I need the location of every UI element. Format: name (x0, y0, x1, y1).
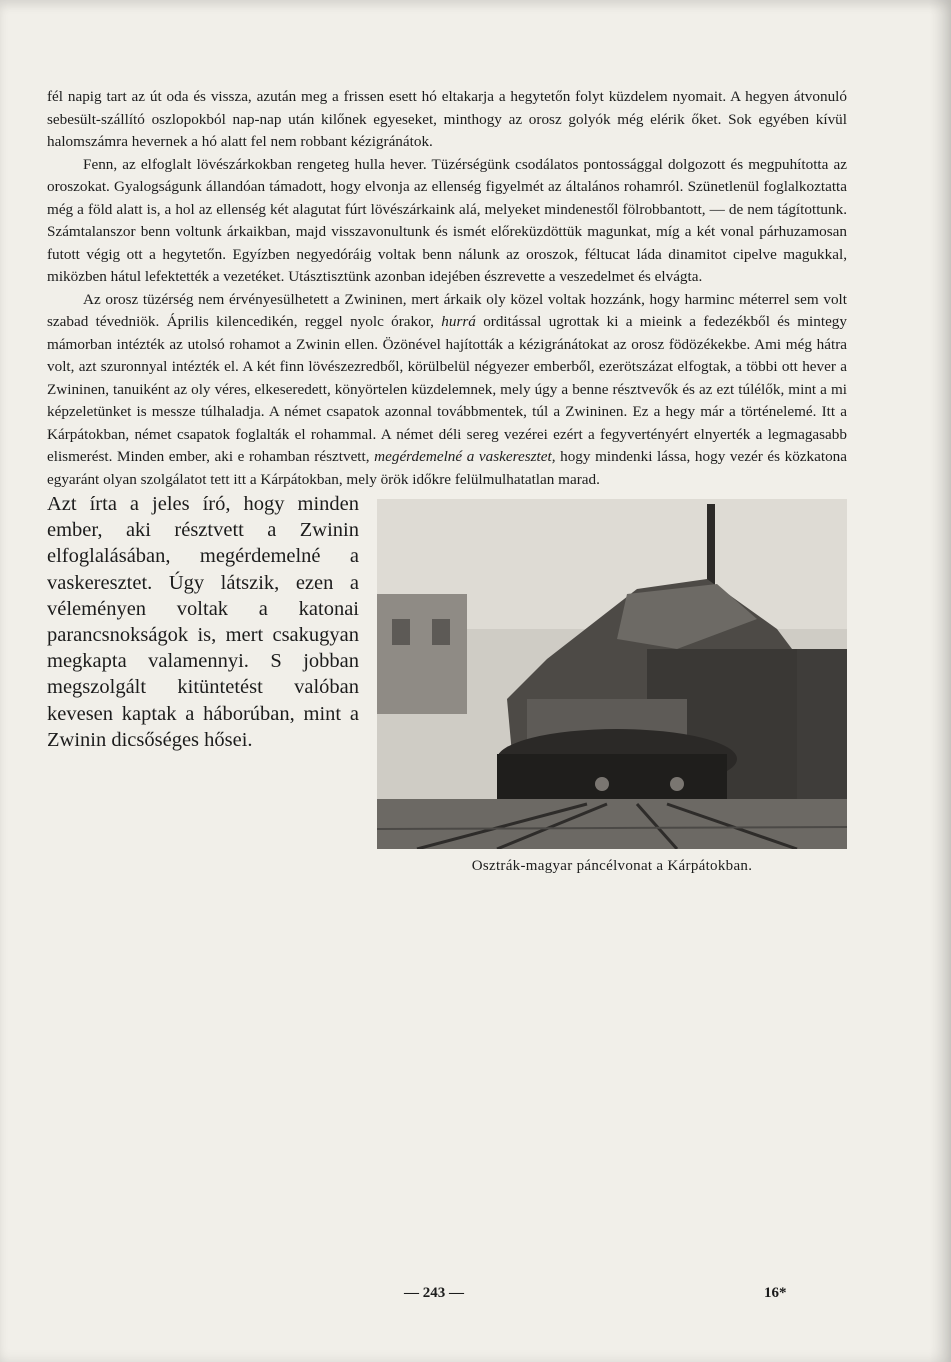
page-edge-shadow (929, 0, 951, 1362)
vaskereszt-phrase: megérdemelné a vaskeresztet, (374, 448, 556, 465)
paragraph-3 (47, 289, 847, 492)
hurra-word: hurrá (441, 313, 476, 330)
paragraph-1: fél napig tart az út oda és vissza, azután meg a frissen esett hó eltakarja a hegytetőn folyt küzdelem nyomait. A hegyen átvonuló sebesült-szállító oszlopokból nap-nap után kilőnek egyeseket, minthogy az orosz golyók még elérik őket. Sok egyében kívül halomszámra hevernek a hó alatt fel nem robbant kézigránátok. (47, 88, 847, 150)
paragraph-3-part-c: hogy mindenki lássa, hogy vezér és közkatona egyaránt olyan szolgálatot tett itt a Kárpátokban, mely örök időkre felülmulhatatlan marad. (47, 448, 848, 488)
armored-train-photo (377, 499, 847, 849)
article-body (47, 86, 847, 877)
paragraph-3-part-b: orditással ugrottak ki a mieink a fedezékből és mintegy mámorban intézték az utolsó rohamot a Zwinin ellen. Özönével hajították a kézigránátokat az orosz födözékekbe. Ami még hátra volt, azt szuronnyal intézték el. A két finn lövészezredből, körülbelül négyezer emberből, ezerötszázat elfogtak, a többi ott hever a Zwininen, tanuiként az oly véres, elkeseredett, könyörtelen küzdelemnek, mely úgy a benne résztvevők és az ezt túlélők, mint a mi képzeletünket is messze túlhaladja. A német csapatok azonnal továbbmentek, túl a Zwininen. Ez a hegy már a történelemé. Itt a Kárpátokban, német csapatok foglalták el rohammal. A német déli sereg vezérei ezért a fegyvertényért elnyerték a legmagasabb elismerést. Minden ember, aki e rohamban résztvett, (47, 313, 847, 465)
page-number: — 243 — (404, 1285, 464, 1301)
signature-mark: 16* (764, 1285, 787, 1301)
armored-train-icon (377, 499, 847, 849)
paragraph-2: Fenn, az elfoglalt lövészárkokban rengeteg hulla hever. Tüzérségünk csodálatos pontossággal dolgozott és megpuhította az oroszokat. Gyalogságunk állandóan támadott, hogy elvonja az ellenség figyelmét az általános rohamról. Szünetlenül foglalkoztatta még a föld alatt is, a hol az ellenség két alagutat fúrt lövészárkaink alá, melyeket mindenestől fölrobbantott, — de nem tágítottunk. Számtalanszor benn voltunk árkaikban, majd visszavonultunk és ismét előreküzdöttük magunkat, míg a két vonal párhuzamosan futott végig ott a hegytetőn. Egyízben negyedóráig voltak benn nálunk az oroszok, féltucat láda dinamitot cipelve magukkal, miközben hátul lefektették a vezetéket. Utásztisztünk azonban idejében észrevette a veszedelmet és elvágta. (47, 155, 847, 285)
paragraph-3-part-a: Az orosz tüzérség nem érvényesülhetett a Zwininen, mert árkaik oly közel voltak hozzánk, hogy harminc méterrel sem volt szabad tévedniök. Április kilencedikén, reggel nyolc órakor, (47, 290, 847, 330)
figure-caption: Osztrák-magyar páncélvonat a Kárpátokban. (471, 858, 753, 874)
paragraph-4: Azt írta a jeles író, hogy minden ember, aki résztvett a Zwinin elfoglalásában, megérdemelné a vaskeresztet. Úgy látszik, ezen a véleményen voltak a katonai parancsnokságok is, mert csakugyan megkapta valamennyi. S jobban megszolgált kitüntetést valóban kevesen kaptak a háborúban, mint a Zwinin dicsőséges hősei. (47, 493, 359, 751)
figure (377, 499, 847, 877)
